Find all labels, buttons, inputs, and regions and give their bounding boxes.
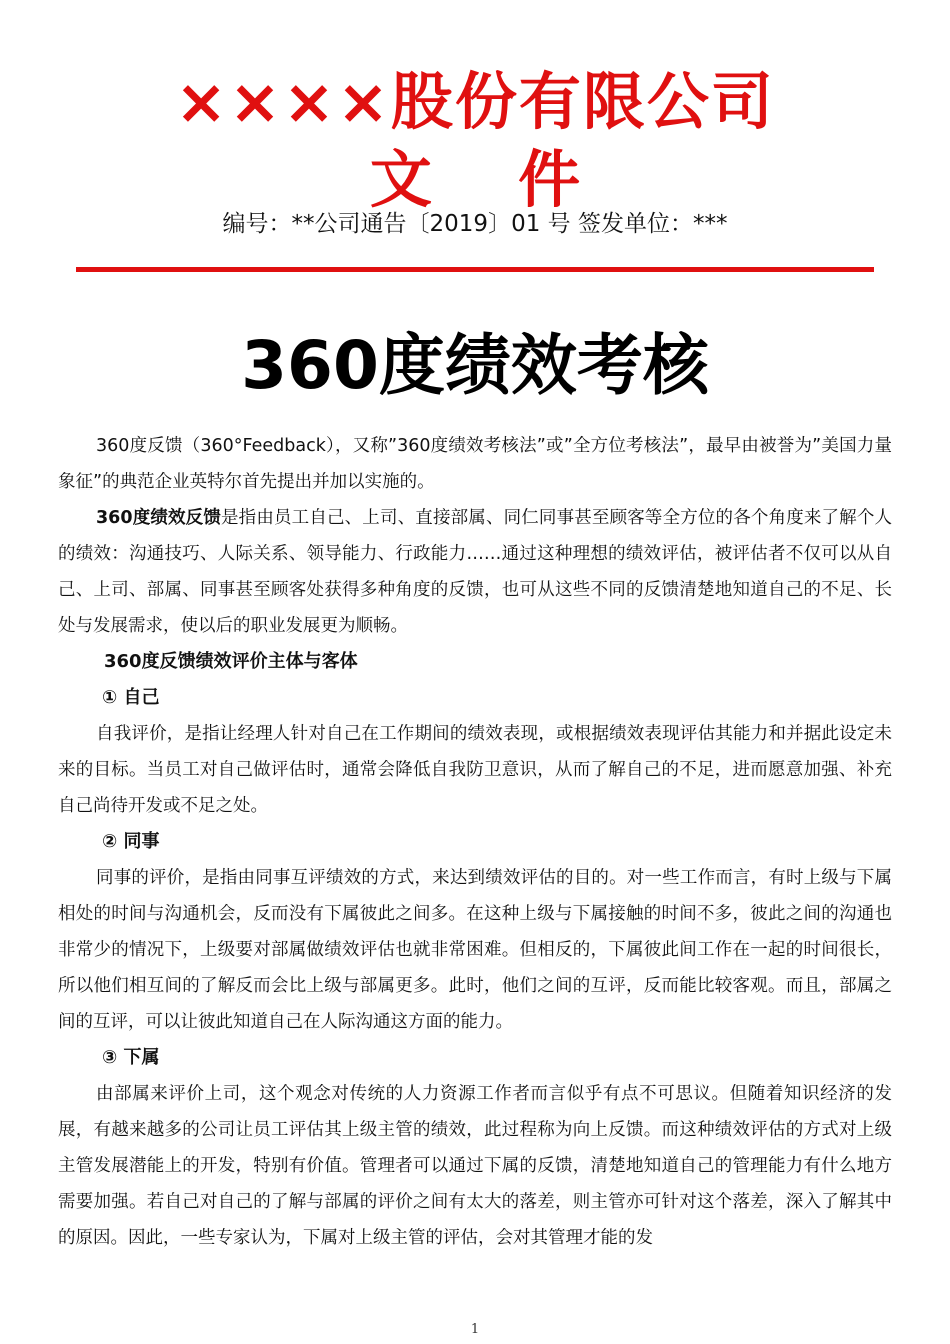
paragraph-peers: 同事的评价，是指由同事互评绩效的方式，来达到绩效评估的目的。对一些工作而言，有时上级与下属相处的时间与沟通机会，反而没有下属彼此之间多。在这种上级与下属接触的时间不多，彼此之间的沟通也非常少的情况下，上级要对部属做绩效评估也就非常困难。但相反的，下属彼此间工作在一起的时间很长，所以他们相互间的了解反而会比上级与部属更多。此时，他们之间的互评，反而能比较客观。而且，部属之间的互评，可以让彼此知道自己在人际沟通这方面的能力。 <box>58 868 892 1032</box>
document-number-line: 编号：**公司通告〔2019〕01 号 签发单位：*** <box>222 211 728 237</box>
document-title: 360度绩效考核 <box>241 327 709 404</box>
company-name-header: ××××股份有限公司 <box>175 65 775 138</box>
paragraph-intro: 360度反馈（360°Feedback），又称”360度绩效考核法”或”全方位考核法”，最早由被誉为”美国力量象征”的典范企业英特尔首先提出并加以实施的。 <box>58 436 892 492</box>
subheading-self: ① 自己 <box>102 687 160 708</box>
red-divider-rule <box>76 267 874 272</box>
page-number: 1 <box>470 1322 480 1337</box>
section-heading: 360度反馈绩效评价主体与客体 <box>104 651 358 672</box>
paragraph-self: 自我评价，是指让经理人针对自己在工作期间的绩效表现，或根据绩效表现评估其能力和并据此设定未来的目标。当员工对自己做评估时，通常会降低自我防卫意识，从而了解自己的不足，进而愿意加强、补充自己尚待开发或不足之处。 <box>58 724 892 816</box>
paragraph-definition <box>58 500 892 644</box>
definition-term: 360度绩效反馈 <box>96 508 222 528</box>
document-body <box>58 428 892 1256</box>
definition-text: 是指由员工自己、上司、直接部属、同仁同事甚至顾客等全方位的各个角度来了解个人的绩效：沟通技巧、人际关系、领导能力、行政能力……通过这种理想的绩效评估，被评估者不仅可以从自己、上司、部属、同事甚至顾客处获得多种角度的反馈，也可从这些不同的反馈清楚地知道自己的不足、长处与发展需求，使以后的职业发展更为顺畅。 <box>58 508 893 636</box>
paragraph-subordinates: 由部属来评价上司，这个观念对传统的人力资源工作者而言似乎有点不可思议。但随着知识经济的发展，有越来越多的公司让员工评估其上级主管的绩效，此过程称为向上反馈。而这种绩效评估的方式对上级主管发展潜能上的开发，特别有价值。管理者可以通过下属的反馈，清楚地知道自己的管理能力有什么地方需要加强。若自己对自己的了解与部属的评价之间有太大的落差，则主管亦可针对这个落差，深入了解其中的原因。因此，一些专家认为，下属对上级主管的评估，会对其管理才能的发 <box>58 1084 892 1248</box>
subheading-subordinates: ③ 下属 <box>102 1047 160 1068</box>
subheading-peers: ② 同事 <box>102 831 160 852</box>
document-word-header: 文 件 <box>369 143 581 216</box>
